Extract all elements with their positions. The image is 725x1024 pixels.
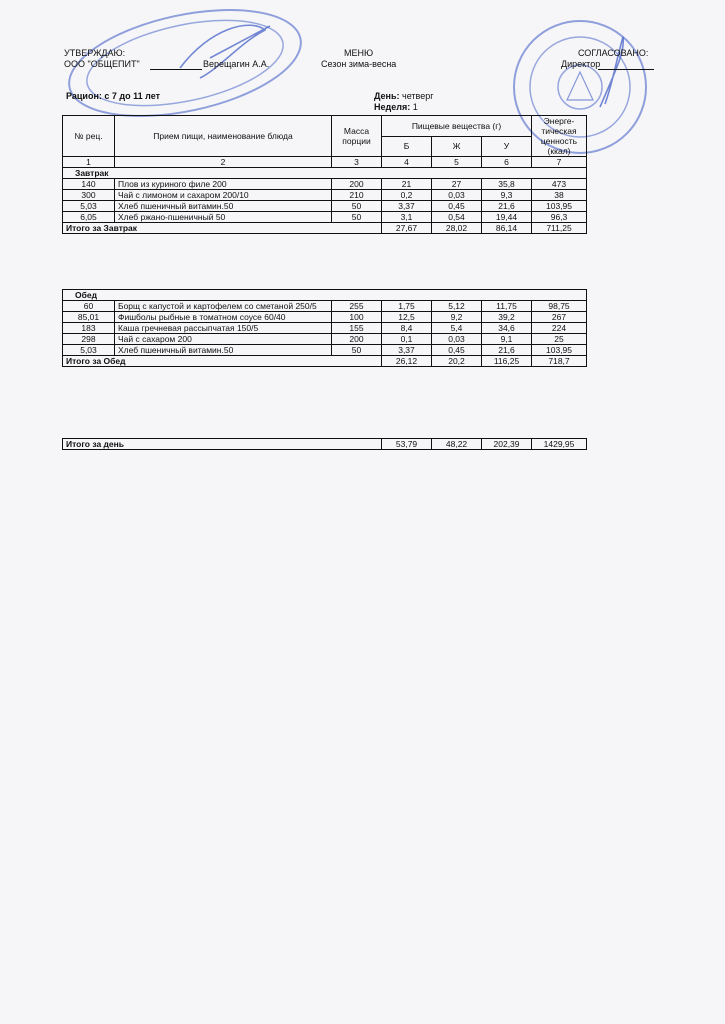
dish-zh: 27	[432, 179, 482, 190]
dish-num: 5,03	[63, 345, 115, 356]
day-total-b: 53,79	[382, 439, 432, 450]
lunch-total-row	[63, 356, 587, 367]
dish-num: 183	[63, 323, 115, 334]
day-value: четверг	[402, 91, 434, 101]
dish-u: 19,44	[482, 212, 532, 223]
approved-label: УТВЕРЖДАЮ:	[64, 48, 126, 58]
dish-b: 12,5	[382, 312, 432, 323]
dish-kcal: 38	[532, 190, 587, 201]
col-num-cell: 2	[115, 157, 332, 168]
dish-kcal: 25	[532, 334, 587, 345]
dish-mass: 155	[332, 323, 382, 334]
dish-kcal: 224	[532, 323, 587, 334]
dish-num: 60	[63, 301, 115, 312]
breakfast-section-title: Завтрак	[63, 168, 587, 179]
header-mass: Масса порции	[332, 116, 382, 157]
dish-name: Хлеб ржано-пшеничный 50	[115, 212, 332, 223]
week-value: 1	[412, 102, 418, 112]
day-total-row	[63, 439, 587, 450]
day-label: День:	[374, 91, 400, 101]
total-u: 116,25	[482, 356, 532, 367]
day-total-table	[62, 438, 587, 450]
week-label: Неделя:	[374, 102, 411, 112]
dish-zh: 5,4	[432, 323, 482, 334]
header-dish: Прием пищи, наименование блюда	[115, 116, 332, 157]
total-zh: 28,02	[432, 223, 482, 234]
dish-num: 5,03	[63, 201, 115, 212]
dish-u: 34,6	[482, 323, 532, 334]
dish-kcal: 96,3	[532, 212, 587, 223]
day-total-label: Итого за день	[63, 439, 382, 450]
total-label: Итого за Обед	[63, 356, 382, 367]
dish-name: Чай с лимоном и сахаром 200/10	[115, 190, 332, 201]
col-num-cell: 5	[432, 157, 482, 168]
dish-num: 140	[63, 179, 115, 190]
approver-name: Верещагин А.А.	[203, 59, 270, 69]
table-row	[63, 301, 587, 312]
day-line	[374, 91, 434, 102]
table-row	[63, 179, 587, 190]
dish-mass: 255	[332, 301, 382, 312]
ration: Рацион: с 7 до 11 лет	[66, 91, 161, 101]
dish-b: 0,2	[382, 190, 432, 201]
breakfast-rows	[63, 179, 587, 223]
dish-mass: 200	[332, 179, 382, 190]
dish-mass: 50	[332, 212, 382, 223]
dish-mass: 50	[332, 345, 382, 356]
day-total-zh: 48,22	[432, 439, 482, 450]
dish-name: Чай с сахаром 200	[115, 334, 332, 345]
dish-zh: 0,54	[432, 212, 482, 223]
dish-name: Борщ с капустой и картофелем со сметаной 250/5	[115, 301, 332, 312]
lunch-section-title: Обед	[63, 290, 587, 301]
column-number-row	[63, 157, 587, 168]
dish-b: 3,37	[382, 345, 432, 356]
dish-u: 9,3	[482, 190, 532, 201]
dish-b: 3,37	[382, 201, 432, 212]
season: Сезон зима-весна	[321, 59, 397, 69]
header-nutrients: Пищевые вещества (г)	[382, 116, 532, 137]
dish-zh: 0,03	[432, 190, 482, 201]
dish-u: 35,8	[482, 179, 532, 190]
total-kcal: 711,25	[532, 223, 587, 234]
lunch-rows	[63, 301, 587, 356]
table-row	[63, 201, 587, 212]
header-u: У	[482, 136, 532, 157]
document-title: МЕНЮ	[344, 48, 374, 58]
dish-kcal: 98,75	[532, 301, 587, 312]
total-b: 27,67	[382, 223, 432, 234]
header-energy: Энерге-тическая ценность (ккал)	[532, 116, 587, 157]
day-total-u: 202,39	[482, 439, 532, 450]
agreed-signature-line	[598, 69, 654, 70]
dish-b: 0,1	[382, 334, 432, 345]
col-num-cell: 7	[532, 157, 587, 168]
header-b: Б	[382, 136, 432, 157]
week-line	[374, 102, 418, 113]
table-row	[63, 212, 587, 223]
dish-mass: 50	[332, 201, 382, 212]
dish-zh: 0,45	[432, 345, 482, 356]
day-total-kcal: 1429,95	[532, 439, 587, 450]
table-row	[63, 323, 587, 334]
dish-num: 85,01	[63, 312, 115, 323]
dish-name: Фишболы рыбные в томатном соусе 60/40	[115, 312, 332, 323]
dish-zh: 9,2	[432, 312, 482, 323]
dish-mass: 200	[332, 334, 382, 345]
dish-kcal: 103,95	[532, 345, 587, 356]
dish-b: 21	[382, 179, 432, 190]
breakfast-table	[62, 115, 587, 234]
dish-b: 1,75	[382, 301, 432, 312]
total-u: 86,14	[482, 223, 532, 234]
total-b: 26,12	[382, 356, 432, 367]
total-kcal: 718,7	[532, 356, 587, 367]
agreed-role: Директор	[561, 59, 601, 69]
agreed-label: СОГЛАСОВАНО:	[578, 48, 649, 58]
dish-zh: 0,45	[432, 201, 482, 212]
approver-signature-line	[150, 69, 202, 70]
dish-name: Хлеб пшеничный витамин.50	[115, 345, 332, 356]
header-num: № рец.	[63, 116, 115, 157]
col-num-cell: 1	[63, 157, 115, 168]
dish-mass: 210	[332, 190, 382, 201]
total-label: Итого за Завтрак	[63, 223, 382, 234]
col-num-cell: 4	[382, 157, 432, 168]
col-num-cell: 3	[332, 157, 382, 168]
dish-u: 39,2	[482, 312, 532, 323]
col-num-cell: 6	[482, 157, 532, 168]
dish-kcal: 473	[532, 179, 587, 190]
org-name: ООО "ОБЩЕПИТ"	[64, 59, 140, 69]
table-row	[63, 190, 587, 201]
header-zh: Ж	[432, 136, 482, 157]
dish-u: 9,1	[482, 334, 532, 345]
dish-kcal: 267	[532, 312, 587, 323]
dish-zh: 5,12	[432, 301, 482, 312]
dish-b: 8,4	[382, 323, 432, 334]
dish-u: 21,6	[482, 345, 532, 356]
dish-num: 6,05	[63, 212, 115, 223]
dish-name: Каша гречневая рассыпчатая 150/5	[115, 323, 332, 334]
dish-kcal: 103,95	[532, 201, 587, 212]
breakfast-total-row	[63, 223, 587, 234]
total-zh: 20,2	[432, 356, 482, 367]
lunch-table	[62, 289, 587, 367]
dish-zh: 0,03	[432, 334, 482, 345]
table-row	[63, 334, 587, 345]
table-row	[63, 312, 587, 323]
dish-u: 11,75	[482, 301, 532, 312]
table-row	[63, 345, 587, 356]
dish-num: 300	[63, 190, 115, 201]
dish-name: Хлеб пшеничный витамин.50	[115, 201, 332, 212]
dish-num: 298	[63, 334, 115, 345]
dish-b: 3,1	[382, 212, 432, 223]
dish-u: 21,6	[482, 201, 532, 212]
dish-mass: 100	[332, 312, 382, 323]
dish-name: Плов из куриного филе 200	[115, 179, 332, 190]
